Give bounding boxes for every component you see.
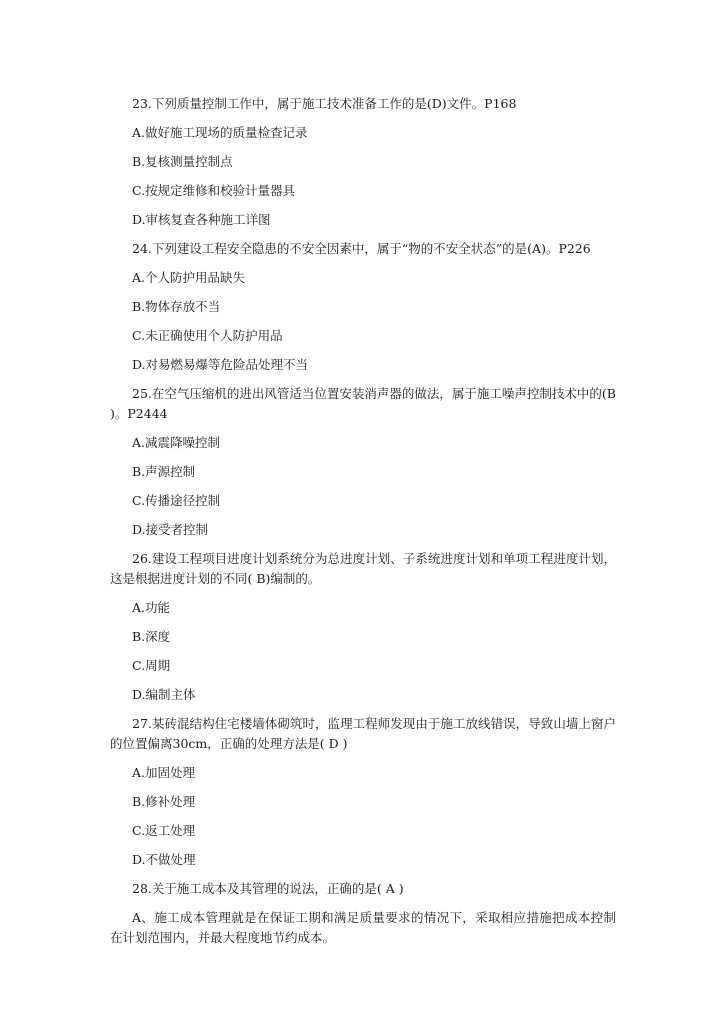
option-d: D.对易燃易爆等危险品处理不当 — [132, 357, 309, 372]
option-b: B.声源控制 — [132, 464, 196, 479]
option-a: A.加固处理 — [132, 765, 196, 780]
option-d: D.不做处理 — [132, 852, 196, 867]
option-b: B.深度 — [132, 629, 171, 644]
option-a: A.功能 — [132, 600, 171, 615]
option-a: A、施工成本管理就是在保证工期和满足质量要求的情况下，采取相应措施把成本控制在计划范围内，并最大程度地节约成本。 — [110, 910, 616, 945]
option-c: C.传播途径控制 — [132, 493, 221, 508]
question-list — [110, 94, 616, 957]
option-c: C.周期 — [132, 658, 171, 673]
question-stem: 27.某砖混结构住宅楼墙体砌筑时，监理工程师发现由于施工放线错误，导致山墙上窗户的位置偏离30cm，正确的处理方法是( D ) — [110, 716, 616, 751]
option-d: D.审核复查各种施工详图 — [132, 212, 271, 227]
option-b: B.复核测量控制点 — [132, 154, 233, 169]
option-c: C.返工处理 — [132, 823, 196, 838]
question-stem: 28.关于施工成本及其管理的说法，正确的是( A ) — [132, 881, 404, 896]
question-stem: 23.下列质量控制工作中，属于施工技术准备工作的是(D)文件。P168 — [132, 96, 517, 111]
question-stem: 24.下列建设工程安全隐患的不安全因素中，属于“物的不安全状态”的是(A)。P226 — [132, 241, 591, 256]
option-c: C.按规定维修和校验计量器具 — [132, 183, 296, 198]
option-a: A.做好施工现场的质量检查记录 — [132, 125, 308, 140]
option-b: B.修补处理 — [132, 794, 196, 809]
option-c: C.未正确使用个人防护用品 — [132, 328, 283, 343]
option-b: B.物体存放不当 — [132, 299, 221, 314]
option-d: D.接受者控制 — [132, 522, 209, 537]
option-a: A.减震降噪控制 — [132, 435, 221, 450]
option-d: D.编制主体 — [132, 687, 196, 702]
question-stem: 25.在空气压缩机的进出风管适当位置安装消声器的做法，属于施工噪声控制技术中的(B )。P2444 — [110, 386, 616, 421]
question-stem: 26.建设工程项目进度计划系统分为总进度计划、子系统进度计划和单项工程进度计划，这是根据进度计划的不同( B)编制的。 — [110, 551, 616, 586]
option-a: A.个人防护用品缺失 — [132, 270, 246, 285]
